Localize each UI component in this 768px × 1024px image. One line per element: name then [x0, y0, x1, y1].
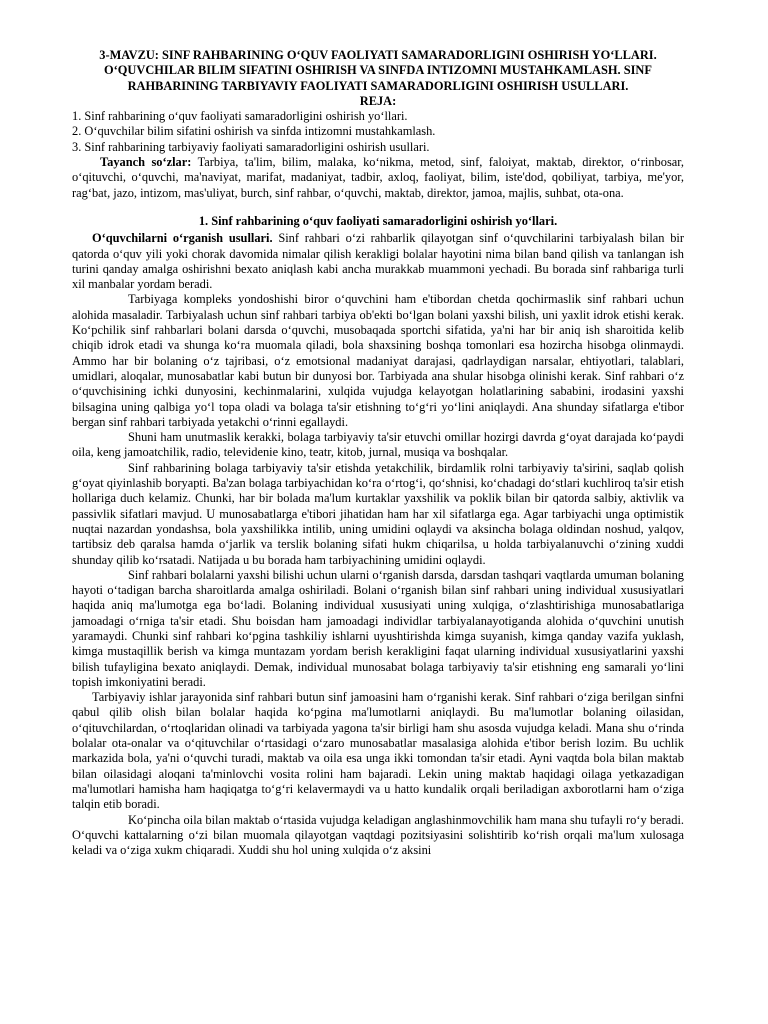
plan-item: 1. Sinf rahbarining o‘quv faoliyati samaradorligini oshirish yo‘llari.	[72, 109, 408, 124]
plan-item: 3. Sinf rahbarining tarbiyaviy faoliyati samaradorligini oshirish usullari.	[72, 139, 430, 154]
keywords-label: Tayanch so‘zlar:	[100, 155, 192, 170]
paragraph: Tarbiyaviy ishlar jarayonida sinf rahbari butun sinf jamoasini ham o‘rganishi kerak. Sinf rahbari o‘ziga berilgan sinfni qabul qilib olish bilan bolalar haqida ko‘pgina ma'lumotlarni aniqlaydi. Bu ma'lumotlar bolaning oilasidan, o‘qituvchilardan, o‘rtoqlaridan olinadi va tarbiyada yagona ta'sir birligi ham shu asosda vujudga keladi. Mana shu o‘rinda bolalar ota-onalar va o‘qituvchilar o‘rtasidagi o‘zaro munosabatlar masalasiga alohida e'tibor berish lozim. Bu uchlik markazida bola, ya'ni o‘quvchi turadi, maktab va oila esa unga ikki tomondan ta'sir etadi. Ayni vaqtda bola bilan maktab bilan oilasidagi aloqani ta'minlovchi vosita rolini ham bajaradi. Lekin uning maktab haqidagi oilaga yetkazadigan ma'lumotlari hamisha ham haqiqatga to‘g‘ri kelavermaydi va u hatto kundalik orqali beriladigan axborotlarni ham o‘ziga talqin etib boradi.	[72, 690, 684, 812]
plan-list	[72, 109, 684, 155]
keywords-paragraph	[72, 155, 684, 201]
section-heading: 1. Sinf rahbarining o‘quv faoliyati samaradorligini oshirish yo‘llari.	[198, 213, 558, 228]
paragraph: Tarbiyaga kompleks yondoshishi biror o‘quvchini ham e'tibordan chetda qochirmaslik sinf rahbari uchun alohida masaladir. Tarbiyalash uchun sinf rahbari tarbiya ob'ekti bo‘lgan bolani yaxshi bilish, uni yaxlit idrok etishi kerak. Ko‘pchilik sinf rahbarlari bolani darsda o‘quvchi, musobaqada sportchi sifatida, ya'ni har bir aniq ish sharoitida kelib chiqib idrok etadi va shunga ko‘ra muomala qiladi, bola shaxsining boshqa tomonlari esa hozircha hisobga olinmaydi. Ammo har bir bolaning o‘z tajribasi, o‘z emotsional madaniyat darajasi, qadrlaydigan narsalar, ehtiyotlari, talablari, umidlari, aloqalar, munosabatlar kabi butun bir dunyosi bor. Tarbiyada ana shular hisobga olinishi kerak. Sinf rahbari o‘z o‘quvchisining ichki dunyosini, kechinmalarini, xulqida vujudga kelayotgan holatlarining sababini, irodasini yaxshi bilsagina uning qalbiga yo‘l topa oladi va bolaga ta'sir etishning to‘g‘ri yo‘lini aniqlaydi. Ana shunday sifatlarga e'tibor bergan sinf rahbari tarbiyada yetakchi o‘rinni egallaydi.	[72, 292, 684, 429]
paragraph: Sinf rahbarining bolaga tarbiyaviy ta'sir etishda yetakchilik, birdamlik rolni tarbiyaviy ta'sirini, saqlab qolish g‘oyat qiyinlashib boryapti. Ba'zan bolaga tarbiyachidan ko‘ra o‘rtog‘i, qo‘shnisi, ko‘chadagi do‘stlari kuchliroq ta'sir etish hollariga duch kelamiz. Chunki, har bir bolada ma'lum kurtaklar yaxshilik va poklik bilan bir qatorda salbiy, aktivlik va passivlik sifatlari mavjud. U munosabatlarga e'tibori jihatidan ham har xil sifatlarga ega. Agar tarbiyachi unga optimistik nuqtai nazardan yondashsa, bola yaxshilikka intilib, uning umidini oqlaydi va aksincha bolaga oldindan noshud, yalqov, tartibsiz deb qaralsa hamda o‘jarlik va terslik bolaning sifati hukm chiqarilsa, u holda tarbiyalanuvchi o‘zining xuddi shunday qilib ko‘rsatadi. Natijada u bu borada ham tarbiyachining umidini oqlaydi.	[72, 460, 684, 567]
paragraph	[72, 231, 684, 292]
document-page	[72, 48, 684, 858]
paragraph: Shuni ham unutmaslik kerakki, bolaga tarbiyaviy ta'sir etuvchi omillar hozirgi davrda g‘oyat darajada ko‘paydi oila, keng jamoatchilik, radio, televidenie kino, teatr, kitob, jurnal, musiqa va boshqalar.	[72, 430, 684, 460]
paragraph-lead: O‘quvchilarni o‘rganish usullari.	[92, 231, 273, 246]
paragraph: Sinf rahbari bolalarni yaxshi bilishi uchun ularni o‘rganish darsda, darsdan tashqari vaqtlarda umuman bolaning hayoti o‘tadigan barcha sharoitlarda amalga oshiriladi. Bolani o‘rganish bilan sinf rahbari uning individual xususiyatlari haqida aniq ma'lumotga ega bo‘ladi. Bolaning individual xususiyati uning xulqiga, o‘zlashtirishiga munosabatlariga jamoadagi o‘rniga ta'sir etadi. Shu boisdan ham jamoadagi individlar tarbiyalanayotiganda alohida o‘quvchini unutish yaramaydi. Chunki sinf rahbari ko‘pgina tashkiliy ishlarni uyushtirishda kimga suyanish, kimga qanday vazifa yuklash, kimga mustaqillik berish va kimga muntazam yordam berish kerakligini faqat ularning individual xususiyatlarini yaxshi bilish tufayligina bexato aniqlaydi. Demak, individual munosabat bolaga tarbiyaviy ta'sir etishning eng samarali yo‘lini topish imkoniyatini beradi.	[72, 567, 684, 689]
document-title: 3-MAVZU: SINF RAHBARINING O‘QUV FAOLIYATI SAMARADORLIGINI OSHIRISH YO‘LLARI. O‘QUVCHILAR BILIM SIFATINI OSHIRISH VA SINFDA INTIZOMNI MUSTAHKAMLASH. SINF RAHBARINING TARBIYAVIY FAOLIYATI SAMARADORLIGINI OSHIRISH USULLARI.	[99, 48, 657, 93]
paragraph: Ko‘pincha oila bilan maktab o‘rtasida vujudga keladigan anglashinmovchilik ham mana shu tufayli ro‘y beradi. O‘quvchi kattalarning o‘zi bilan muomala qilayotgan vaqtdagi pozitsiyasini solishtirib ko‘rish orqali ma'lum xulosaga keladi va o‘ziga xukm chiqaradi. Xuddi shu hol uning xulqida o‘z aksini	[72, 812, 684, 858]
paragraph-text: Sinf rahbari o‘zi rahbarlik qilayotgan sinf o‘quvchilarini tarbiyalash bilan bir qatorda o‘quv yili yoki chorak davomida nimalar qilish kerakligi bolalar hayotini nima bilan band qilish va tanlangan ish turini qanday amalga oshirishni bexato aniqlash kabi ancha murakkab muammoni yechadi. Bu borada sinf rahbariga turli xil manbalar yordam beradi.	[72, 231, 684, 292]
keywords-text: Tarbiya, ta'lim, bilim, malaka, ko‘nikma, metod, sinf, faloiyat, maktab, direktor, o‘rinbosar, o‘qituvchi, o‘quvchi, ma'naviyat, marifat, madaniyat, tadbir, axloq, faoliyat, bilim, iste'dod, qobiliyat, tarbiya, me'yor, rag‘bat, jazo, intizom, mas'uliyat, burch, sinf rahbar, o‘quvchi, maktab, direktor, jamoa, majlis, suhbat, ota-ona.	[72, 155, 684, 200]
plan-heading: REJA:	[359, 93, 397, 108]
plan-item: 2. O‘quvchilar bilim sifatini oshirish va sinfda intizomni mustahkamlash.	[72, 124, 436, 139]
